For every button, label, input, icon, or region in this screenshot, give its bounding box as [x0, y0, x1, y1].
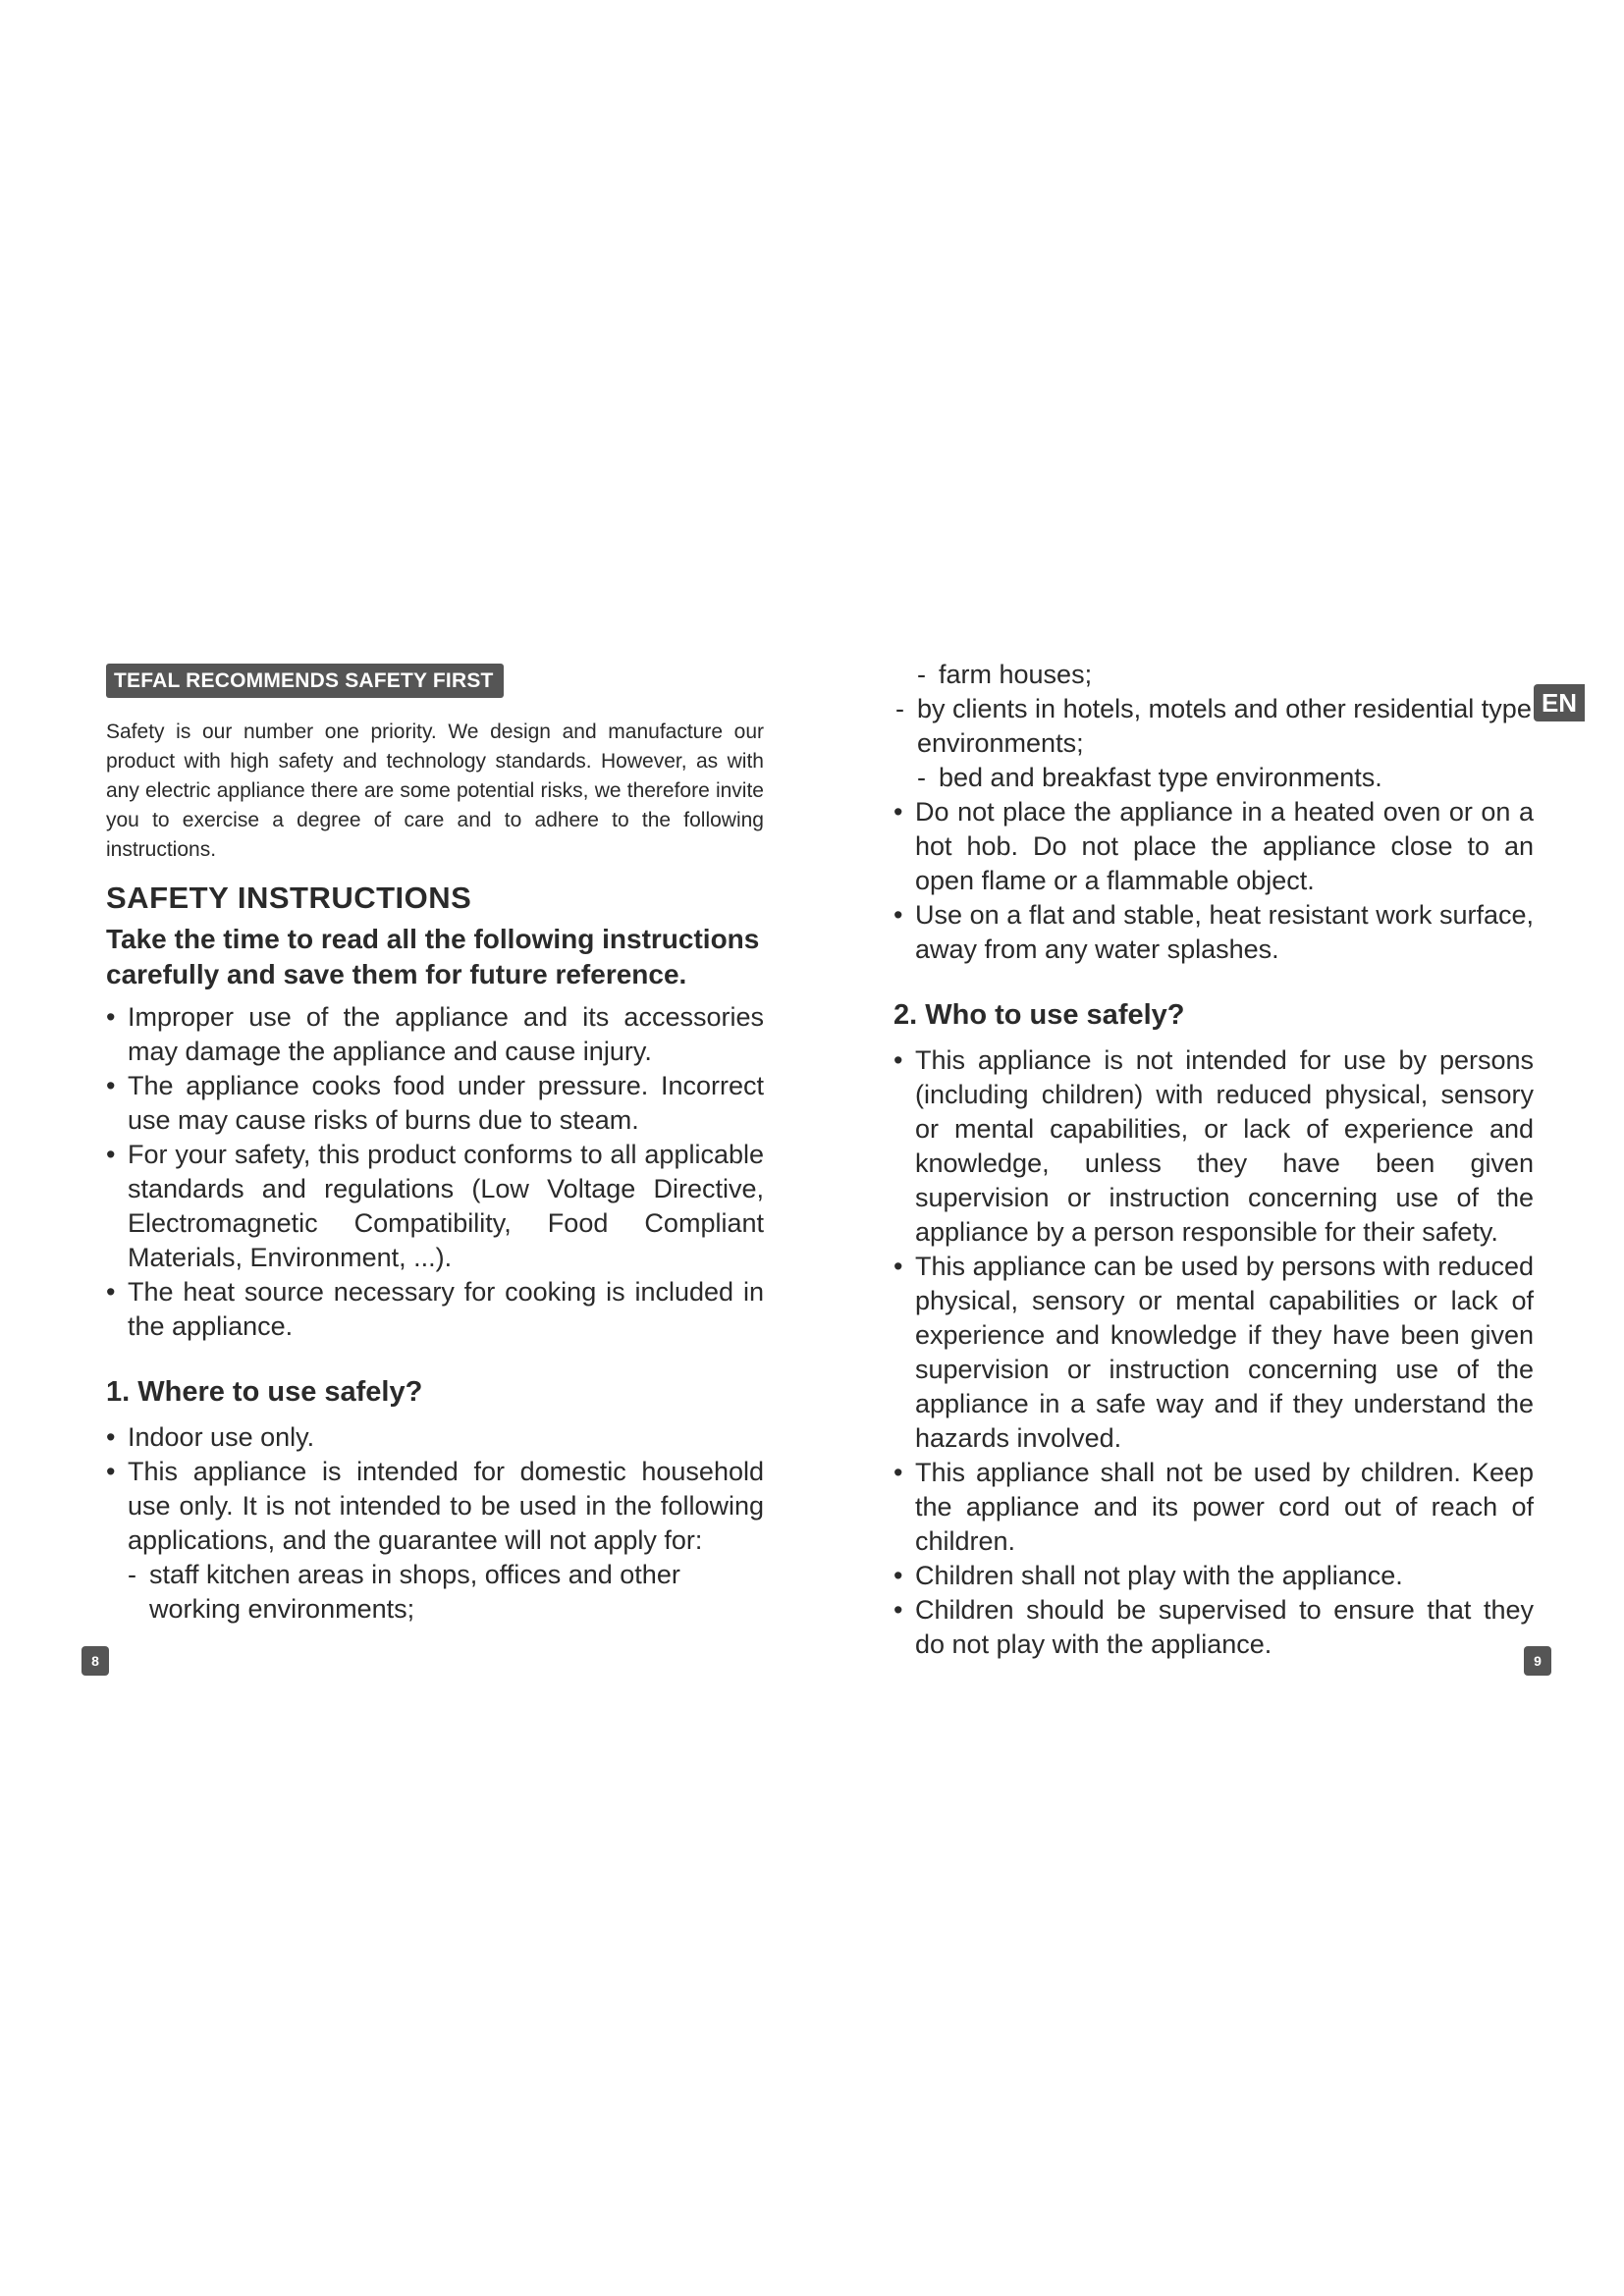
list-item: • Do not place the appliance in a heated oven or on a hot hob. Do not place the appliance close to an open flame or a flammable object.	[893, 797, 1534, 895]
language-tab: EN	[1534, 684, 1585, 721]
bullet-icon: •	[893, 1561, 903, 1590]
left-page-column	[106, 664, 764, 1627]
list-item: • For your safety, this product conforms to all applicable standards and regulations (Low Voltage Directive, Electromagnetic Compatibility, Food Compliant Materials, Environment, ...).	[106, 1140, 764, 1272]
page-number-right: 9	[1524, 1646, 1551, 1676]
dash-icon: -	[917, 660, 926, 689]
bullet-icon: •	[893, 1595, 903, 1625]
bullet-icon: •	[106, 1277, 116, 1307]
list-item: • The appliance cooks food under pressure. Incorrect use may cause risks of burns due to steam.	[106, 1071, 764, 1135]
read-instructions-subheading: Take the time to read all the following instructions carefully and save them for future reference.	[106, 924, 760, 989]
dash-icon: -	[128, 1560, 136, 1589]
exclusions-list	[106, 1558, 764, 1627]
list-item: - bed and breakfast type environments.	[893, 761, 1534, 795]
general-safety-list	[106, 1000, 764, 1344]
safety-instructions-heading: SAFETY INSTRUCTIONS	[106, 881, 472, 915]
where-to-use-list	[106, 1420, 764, 1558]
list-item: • Improper use of the appliance and its accessories may damage the appliance and cause injury.	[106, 1002, 764, 1066]
placement-list	[893, 795, 1534, 967]
dash-icon: -	[917, 763, 926, 792]
list-item: • This appliance is intended for domestic household use only. It is not intended to be used in the following applications, and the guarantee will not apply for:	[106, 1457, 764, 1555]
section2-title: 2. Who to use safely?	[893, 999, 1185, 1031]
bullet-icon: •	[106, 1071, 116, 1100]
list-item: • The heat source necessary for cooking is included in the appliance.	[106, 1277, 764, 1341]
list-item: - staff kitchen areas in shops, offices and other working environments;	[128, 1560, 680, 1624]
who-to-use-list	[893, 1043, 1534, 1662]
section1-title: 1. Where to use safely?	[106, 1376, 423, 1408]
list-item: • Indoor use only.	[106, 1420, 764, 1455]
list-item: • Children shall not play with the appliance.	[893, 1559, 1534, 1593]
list-item: • This appliance can be used by persons with reduced physical, sensory or mental capabilities or lack of experience and knowledge if they have been given supervision or instruction concerning use of the appliance in a safe way and if they understand the hazards involved.	[893, 1252, 1534, 1453]
bullet-icon: •	[106, 1422, 116, 1452]
right-page-column	[893, 658, 1534, 1662]
exclusions-list-continued	[893, 658, 1534, 795]
list-item: • This appliance shall not be used by children. Keep the appliance and its power cord out of reach of children.	[893, 1458, 1534, 1556]
bullet-icon: •	[893, 797, 903, 827]
bullet-icon: •	[106, 1002, 116, 1032]
list-item: • This appliance is not intended for use by persons (including children) with reduced physical, sensory or mental capabilities, or lack of experience and knowledge, unless they have been given supervision or instruction concerning use of the appliance by a person responsible for their safety.	[893, 1045, 1534, 1247]
bullet-icon: •	[106, 1140, 116, 1169]
list-item: • Children should be supervised to ensure that they do not play with the appliance.	[893, 1595, 1534, 1659]
bullet-icon: •	[893, 900, 903, 930]
safety-first-banner: TEFAL RECOMMENDS SAFETY FIRST	[106, 664, 504, 698]
dash-icon: -	[895, 694, 904, 723]
bullet-icon: •	[106, 1457, 116, 1486]
list-item: - by clients in hotels, motels and other residential type environments;	[895, 694, 1532, 758]
bullet-icon: •	[893, 1252, 903, 1281]
list-item: • Use on a flat and stable, heat resistant work surface, away from any water splashes.	[893, 900, 1534, 964]
bullet-icon: •	[893, 1045, 903, 1075]
page-number-left: 8	[81, 1646, 109, 1676]
list-item: - farm houses;	[893, 658, 1534, 692]
bullet-icon: •	[893, 1458, 903, 1487]
intro-paragraph: Safety is our number one priority. We design and manufacture our product with high safety and technology standards. However, as with any electric appliance there are some potential risks, we therefore invite you to exercise a degree of care and to adhere to the following instructions.	[106, 721, 764, 861]
